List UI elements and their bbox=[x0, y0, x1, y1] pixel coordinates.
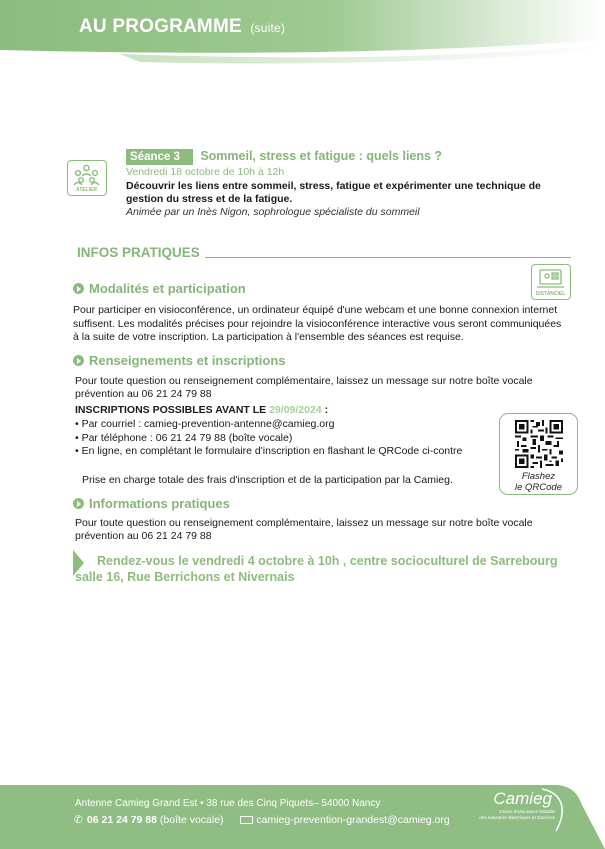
qrcode-caption: Flashez bbox=[521, 471, 556, 482]
brand-tagline: des Industries Électriques et Gazières bbox=[479, 814, 555, 820]
footer bbox=[0, 785, 605, 849]
atelier-icon-label: ATELIER bbox=[75, 187, 98, 193]
play-bullet-icon bbox=[73, 355, 84, 366]
qrcode-image[interactable] bbox=[515, 420, 563, 468]
seance-title: Sommeil, stress et fatigue : quels liens ? bbox=[200, 149, 443, 163]
informations-heading: Informations pratiques bbox=[73, 495, 230, 513]
play-bullet-icon bbox=[73, 283, 84, 294]
seance-description: Découvrir les liens entre sommeil, stress, fatigue et expérimenter une technique de gestion du stress et de la fatigue. bbox=[126, 180, 541, 205]
seance-date: Vendredi 18 octobre de 10h à 12h bbox=[126, 166, 285, 178]
brand-tagline: Caisse d'assurance Maladie bbox=[498, 809, 555, 814]
list-item: • Par courriel : camieg-prevention-antenne@camieg.org bbox=[75, 418, 335, 430]
brand-name: Camieg bbox=[493, 789, 552, 808]
play-bullet-icon bbox=[73, 498, 84, 509]
brand-swoosh-icon bbox=[540, 787, 570, 837]
list-item: • Par téléphone : 06 21 24 79 88 (boîte vocale) bbox=[75, 431, 293, 444]
informations-text: Pour toute question ou renseignement complémentaire, laissez un message sur notre boîte vocale prévention au 06 21 24 79 88 bbox=[75, 517, 533, 542]
inscriptions-list bbox=[75, 418, 495, 459]
atelier-icon bbox=[67, 160, 107, 196]
footer-phone-note: (boîte vocale) bbox=[159, 814, 224, 826]
inscriptions-deadline: INSCRIPTIONS POSSIBLES AVANT LE 29/09/2024 : bbox=[75, 404, 329, 416]
page-title-suffix: (suite) bbox=[250, 21, 286, 35]
qrcode-caption: le QRCode bbox=[515, 482, 562, 493]
qrcode-box bbox=[499, 413, 578, 495]
renseignements-text: Pour toute question ou renseignement complémentaire, laissez un message sur notre boîte vocale prévention au 06 21 24 79 88 bbox=[75, 375, 533, 400]
modalites-heading: Modalités et participation bbox=[73, 280, 246, 298]
footer-address: Antenne Camieg Grand Est • 38 rue des Cinq Piquets– 54000 Nancy bbox=[75, 798, 381, 809]
phone-icon: ✆ bbox=[74, 814, 83, 826]
footer-email[interactable]: camieg-prevention-grandest@camieg.org bbox=[256, 814, 450, 826]
seance-animator: Animée par un Inès Nigon, sophrologue spécialiste du sommeil bbox=[126, 206, 420, 218]
distanciel-icon-label: DISTANCIEL bbox=[535, 291, 566, 297]
distanciel-icon bbox=[531, 264, 571, 300]
footer-phone: 06 21 24 79 88 bbox=[86, 814, 157, 826]
header-band bbox=[0, 0, 605, 72]
infos-title-rule bbox=[205, 257, 571, 258]
page-title: AU PROGRAMME bbox=[79, 16, 242, 37]
infos-title: INFOS PRATIQUES bbox=[77, 245, 200, 260]
list-item: • En ligne, en complétant le formulaire d'inscription en flashant le QRCode ci-contre bbox=[75, 445, 463, 457]
footer-contact bbox=[74, 814, 450, 826]
mail-icon bbox=[240, 816, 253, 824]
renseignements-heading: Renseignements et inscriptions bbox=[73, 352, 286, 370]
prise-en-charge: Prise en charge totale des frais d'inscription et de la participation par la Camieg. bbox=[82, 474, 453, 486]
seance-badge: Séance 3 bbox=[126, 149, 193, 165]
modalites-text: Pour participer en visioconférence, un ordinateur équipé d'une webcam et une bonne connexion internet suffisent. Les modalités précises pour rejoindre la visioconférence interactive vous seront communiquées à la suite de votre inscription. La participation à l'ensemble des séances est requise. bbox=[73, 304, 562, 343]
rendezvous-text: Rendez-vous le vendredi 4 octobre à 10h , centre socioculturel de Sarrebourg salle 16, Rue Berrichons et Nivernais bbox=[75, 554, 558, 584]
